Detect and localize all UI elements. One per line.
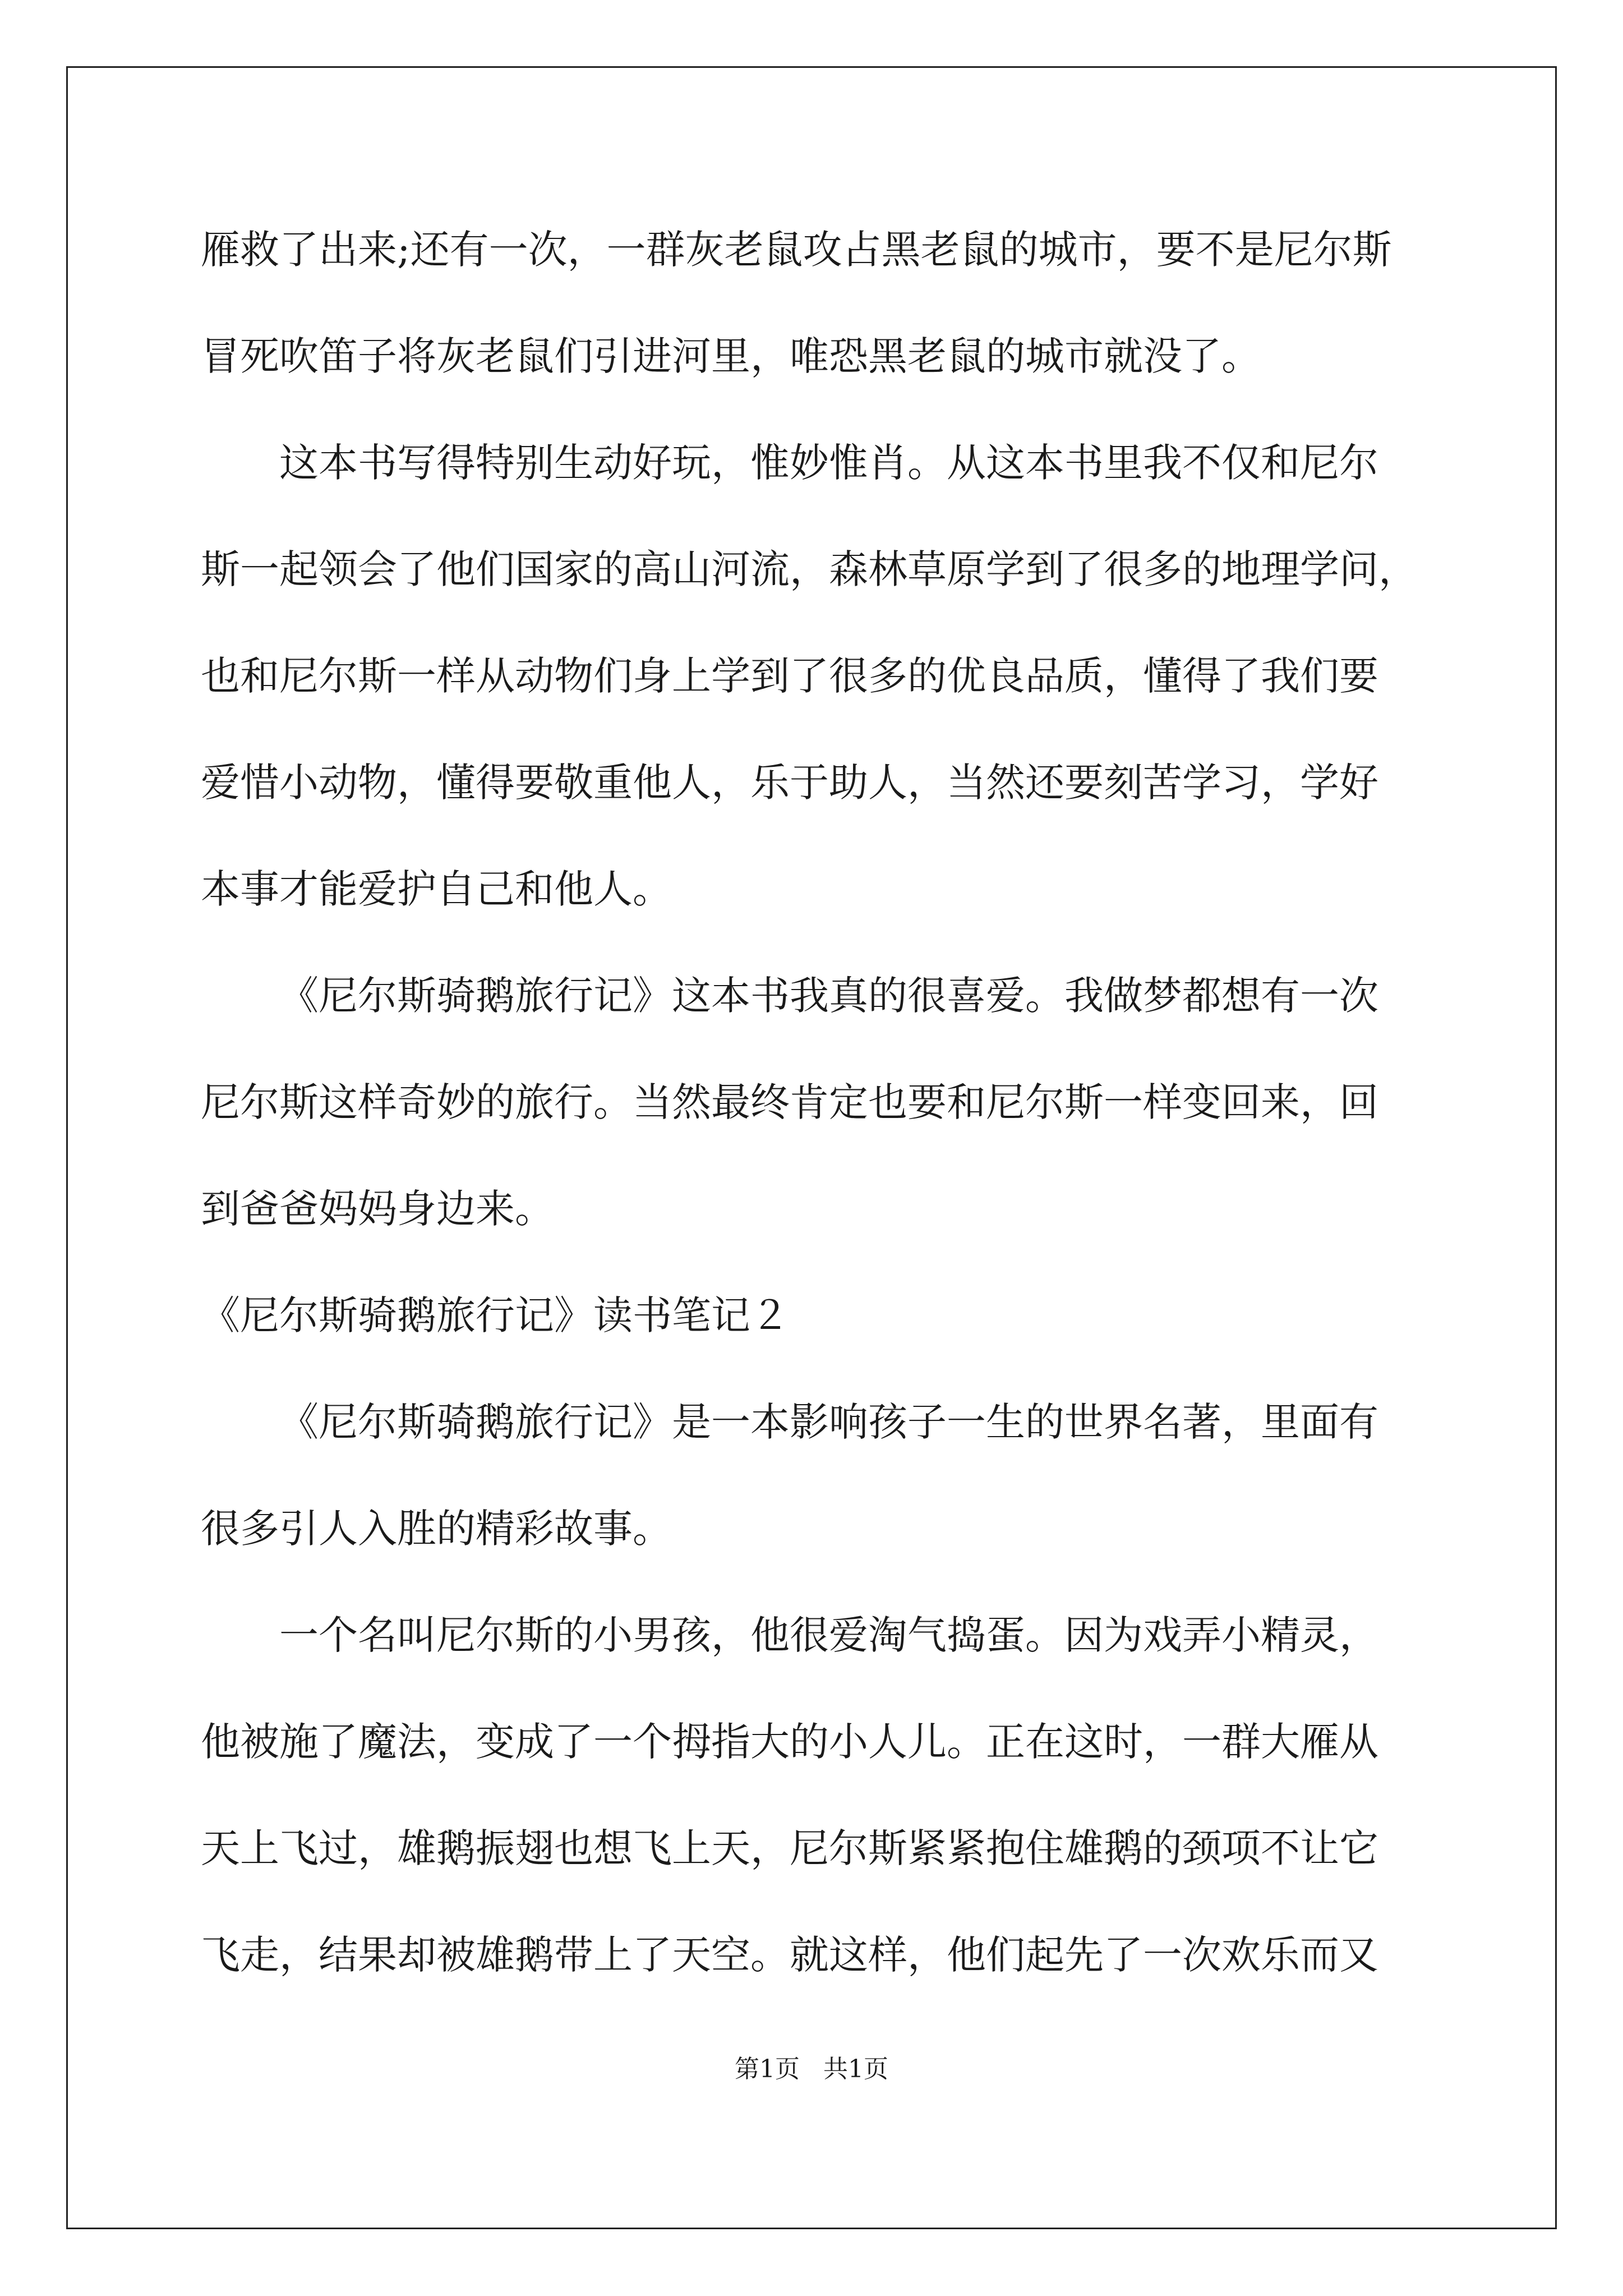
text-line: 一个名叫尼尔斯的小男孩，他很爱淘气捣蛋。因为戏弄小精灵， <box>279 1612 1378 1658</box>
text-line: 这本书写得特别生动好玩，惟妙惟肖。从这本书里我不仅和尼尔 <box>279 440 1378 486</box>
text-line: 他被施了魔法，变成了一个拇指大的小人儿。正在这时，一群大雁从 <box>201 1719 1378 1765</box>
text-line: 雁救了出来;还有一次，一群灰老鼠攻占黑老鼠的城市，要不是尼尔斯 <box>201 227 1392 273</box>
text-line: 冒死吹笛子将灰老鼠们引进河里，唯恐黑老鼠的城市就没了。 <box>201 333 1261 379</box>
text-line: 《尼尔斯骑鹅旅行记》是一本影响孩子一生的世界名著，里面有 <box>279 1399 1378 1445</box>
text-line: 天上飞过，雄鹅振翅也想飞上天，尼尔斯紧紧抱住雄鹅的颈项不让它 <box>201 1825 1378 1871</box>
text-line: 斯一起领会了他们国家的高山河流，森林草原学到了很多的地理学问， <box>201 546 1418 592</box>
text-line: 本事才能爱护自己和他人。 <box>201 866 672 912</box>
text-line: 到爸爸妈妈身边来。 <box>201 1186 554 1232</box>
page-number-footer: 第1页 共1页 <box>735 2055 888 2083</box>
text-line: 飞走，结果却被雄鹅带上了天空。就这样，他们起先了一次欢乐而又 <box>201 1932 1378 1978</box>
text-line: 也和尼尔斯一样从动物们身上学到了很多的优良品质，懂得了我们要 <box>201 653 1378 699</box>
page-border <box>66 66 1557 2229</box>
text-line: 很多引人入胜的精彩故事。 <box>201 1506 672 1552</box>
text-line: 爱惜小动物，懂得要敬重他人，乐于助人，当然还要刻苦学习，学好 <box>201 760 1378 806</box>
section-heading: 《尼尔斯骑鹅旅行记》读书笔记２ <box>201 1292 790 1338</box>
text-line: 《尼尔斯骑鹅旅行记》这本书我真的很喜爱。我做梦都想有一次 <box>279 973 1378 1019</box>
text-line: 尼尔斯这样奇妙的旅行。当然最终肯定也要和尼尔斯一样变回来，回 <box>201 1079 1378 1125</box>
